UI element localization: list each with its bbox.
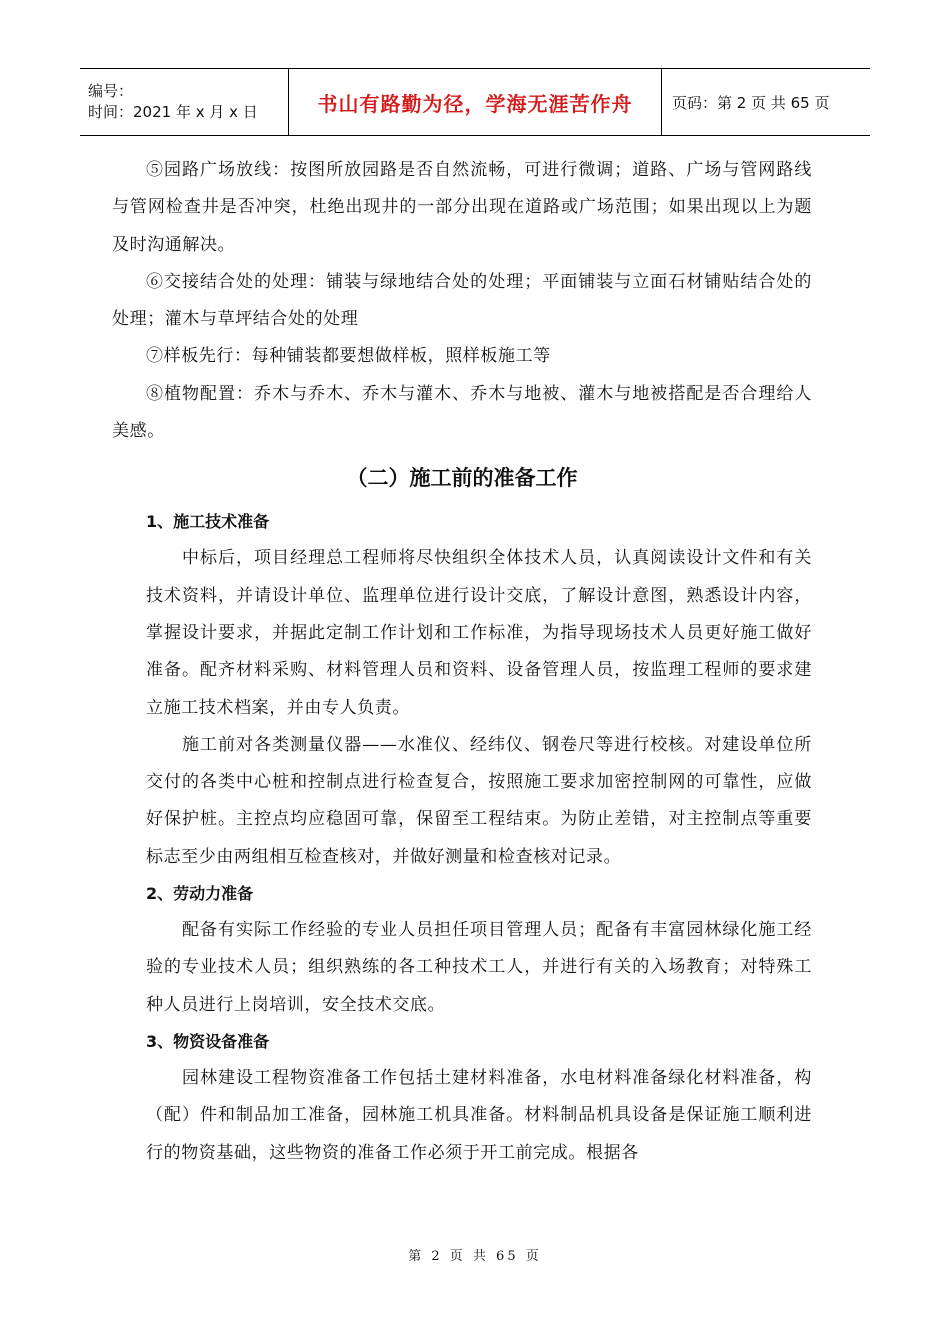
page-footer: 第 2 页 共 65 页 — [408, 1249, 542, 1264]
paragraph: 配备有实际工作经验的专业人员担任项目管理人员；配备有丰富园林绿化施工经验的专业技术人员；组织熟练的各工种技术工人，并进行有关的入场教育；对特殊工种人员进行上岗培训，安全技术交底。 — [146, 920, 812, 1015]
list-item: ⑥交接结合处的处理：铺装与绿地结合处的处理；平面铺装与立面石材铺贴结合处的处理；灌木与草坪结合处的处理 — [112, 271, 812, 330]
subsection-body — [112, 912, 812, 1024]
subsection-body — [112, 1060, 812, 1172]
paragraph: 园林建设工程物资准备工作包括土建材料准备，水电材料准备绿化材料准备，构（配）件和制品加工准备，园林施工机具准备。材料制品机具设备是保证施工顺利进行的物资基础，这些物资的准备工作必须于开工前完成。根据各 — [146, 1067, 812, 1163]
subsection-heading: 2、劳动力准备 — [146, 884, 254, 904]
header-motto: 书山有路勤为径，学海无涯苦作舟 — [289, 69, 662, 136]
list-item: ⑤园路广场放线：按图所放园路是否自然流畅，可进行微调；道路、广场与管网路线与管网检查井是否冲突，杜绝出现井的一部分出现在道路或广场范围；如果出现以上为题及时沟通解决。 — [112, 160, 812, 255]
page-header — [80, 68, 870, 136]
list-item: ⑦样板先行：每种铺装都要想做样板，照样板施工等 — [146, 346, 551, 367]
section-title: （二）施工前的准备工作 — [346, 466, 578, 491]
header-meta — [80, 69, 289, 136]
subsection-heading: 1、施工技术准备 — [146, 512, 270, 532]
paragraph: 施工前对各类测量仪器——水准仪、经纬仪、钢卷尺等进行校核。对建设单位所交付的各类中心桩和控制点进行检查复合，按照施工要求加密控制网的可靠性，应做好保护桩。主控点均应稳固可靠，保留至工程结束。为防止差错，对主控制点等重要标志至少由两组相互检查核对，并做好测量和检查核对记录。 — [146, 734, 812, 867]
paragraph: 中标后，项目经理总工程师将尽快组织全体技术人员，认真阅读设计文件和有关技术资料，并请设计单位、监理单位进行设计交底，了解设计意图，熟悉设计内容，掌握设计要求，并据此定制工作计划和工作标准，为指导现场技术人员更好施工做好准备。配齐材料采购、材料管理人员和资料、设备管理人员，按监理工程师的要求建立施工技术档案，并由专人负责。 — [146, 548, 812, 718]
subsection-heading: 3、物资设备准备 — [146, 1031, 270, 1051]
list-item: ⑧植物配置：乔木与乔木、乔木与灌木、乔木与地被、灌木与地被搭配是否合理给人美感。 — [112, 383, 812, 442]
document-body — [112, 152, 812, 1172]
date-label: 时间：2021 年 x 月 x 日 — [88, 103, 258, 121]
subsection-body — [112, 540, 812, 876]
code-label: 编号： — [88, 82, 134, 100]
header-page-number: 页码：第 2 页 共 65 页 — [672, 93, 830, 112]
